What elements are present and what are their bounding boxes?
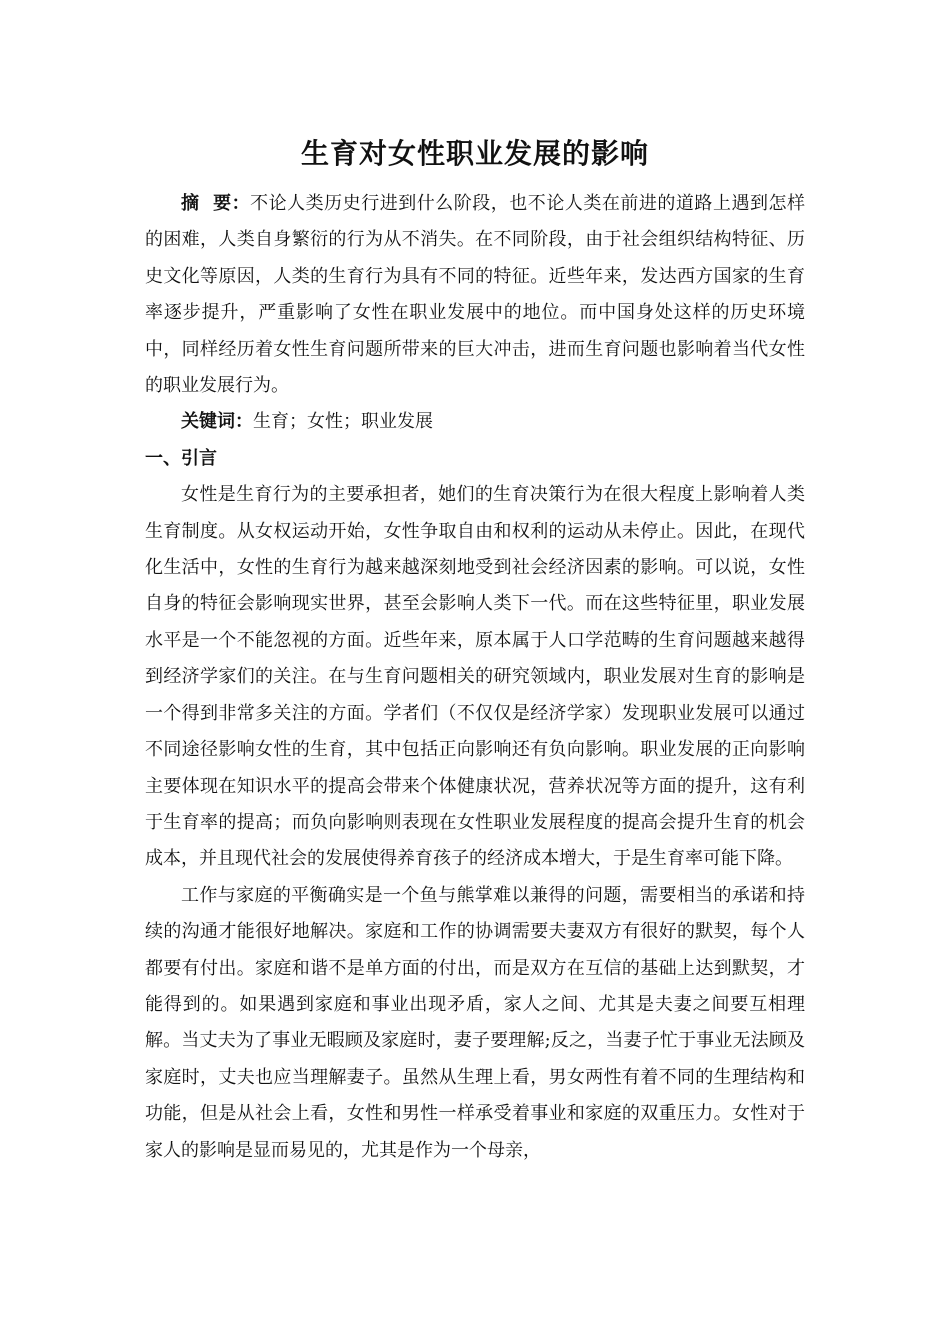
abstract-label: 摘 要：: [181, 193, 251, 214]
section-heading-introduction: 一、引言: [145, 447, 217, 469]
keywords-label: 关键词：: [181, 411, 253, 433]
document-title: 生育对女性职业发展的影响: [300, 137, 649, 170]
keywords-paragraph: [145, 404, 805, 440]
document-body: [145, 186, 805, 1169]
abstract-text: 不论人类历史行进到什么阶段，也不论人类在前进的道路上遇到怎样的困难，人类自身繁衍的行为从不消失。在不同阶段，由于社会组织结构特征、历史文化等原因，人类的生育行为具有不同的特征。近些年来，发达西方国家的生育率逐步提升，严重影响了女性在职业发展中的地位。而中国身处这样的历史环境中，同样经历着女性生育问题所带来的巨大冲击，进而生育问题也影响着当代女性的职业发展行为。: [145, 193, 805, 397]
abstract-paragraph: [145, 186, 805, 404]
keywords-text: 生育；女性；职业发展: [253, 411, 433, 433]
body-paragraph: 女性是生育行为的主要承担者，她们的生育决策行为在很大程度上影响着人类生育制度。从女权运动开始，女性争取自由和权利的运动从未停止。因此，在现代化生活中，女性的生育行为越来越深刻地受到社会经济因素的影响。可以说，女性自身的特征会影响现实世界，甚至会影响人类下一代。而在这些特征里，职业发展水平是一个不能忽视的方面。近些年来，原本属于人口学范畴的生育问题越来越得到经济学家们的关注。在与生育问题相关的研究领域内，职业发展对生育的影响是一个得到非常多关注的方面。学者们（不仅仅是经济学家）发现职业发展可以通过不同途径影响女性的生育，其中包括正向影响还有负向影响。职业发展的正向影响主要体现在知识水平的提高会带来个体健康状况，营养状况等方面的提升，这有利于生育率的提高；而负向影响则表现在女性职业发展程度的提高会提升生育的机会成本，并且现代社会的发展使得养育孩子的经济成本增大，于是生育率可能下降。: [145, 484, 805, 870]
body-paragraph: 工作与家庭的平衡确实是一个鱼与熊掌难以兼得的问题，需要相当的承诺和持续的沟通才能很好地解决。家庭和工作的协调需要夫妻双方有很好的默契，每个人都要有付出。家庭和谐不是单方面的付出，而是双方在互信的基础上达到默契，才能得到的。如果遇到家庭和事业出现矛盾，家人之间、尤其是夫妻之间要互相理解。当丈夫为了事业无暇顾及家庭时，妻子要理解;反之，当妻子忙于事业无法顾及家庭时，丈夫也应当理解妻子。虽然从生理上看，男女两性有着不同的生理结构和功能，但是从社会上看，女性和男性一样承受着事业和家庭的双重压力。女性对于家人的影响是显而易见的，尤其是作为一个母亲，: [145, 884, 805, 1161]
